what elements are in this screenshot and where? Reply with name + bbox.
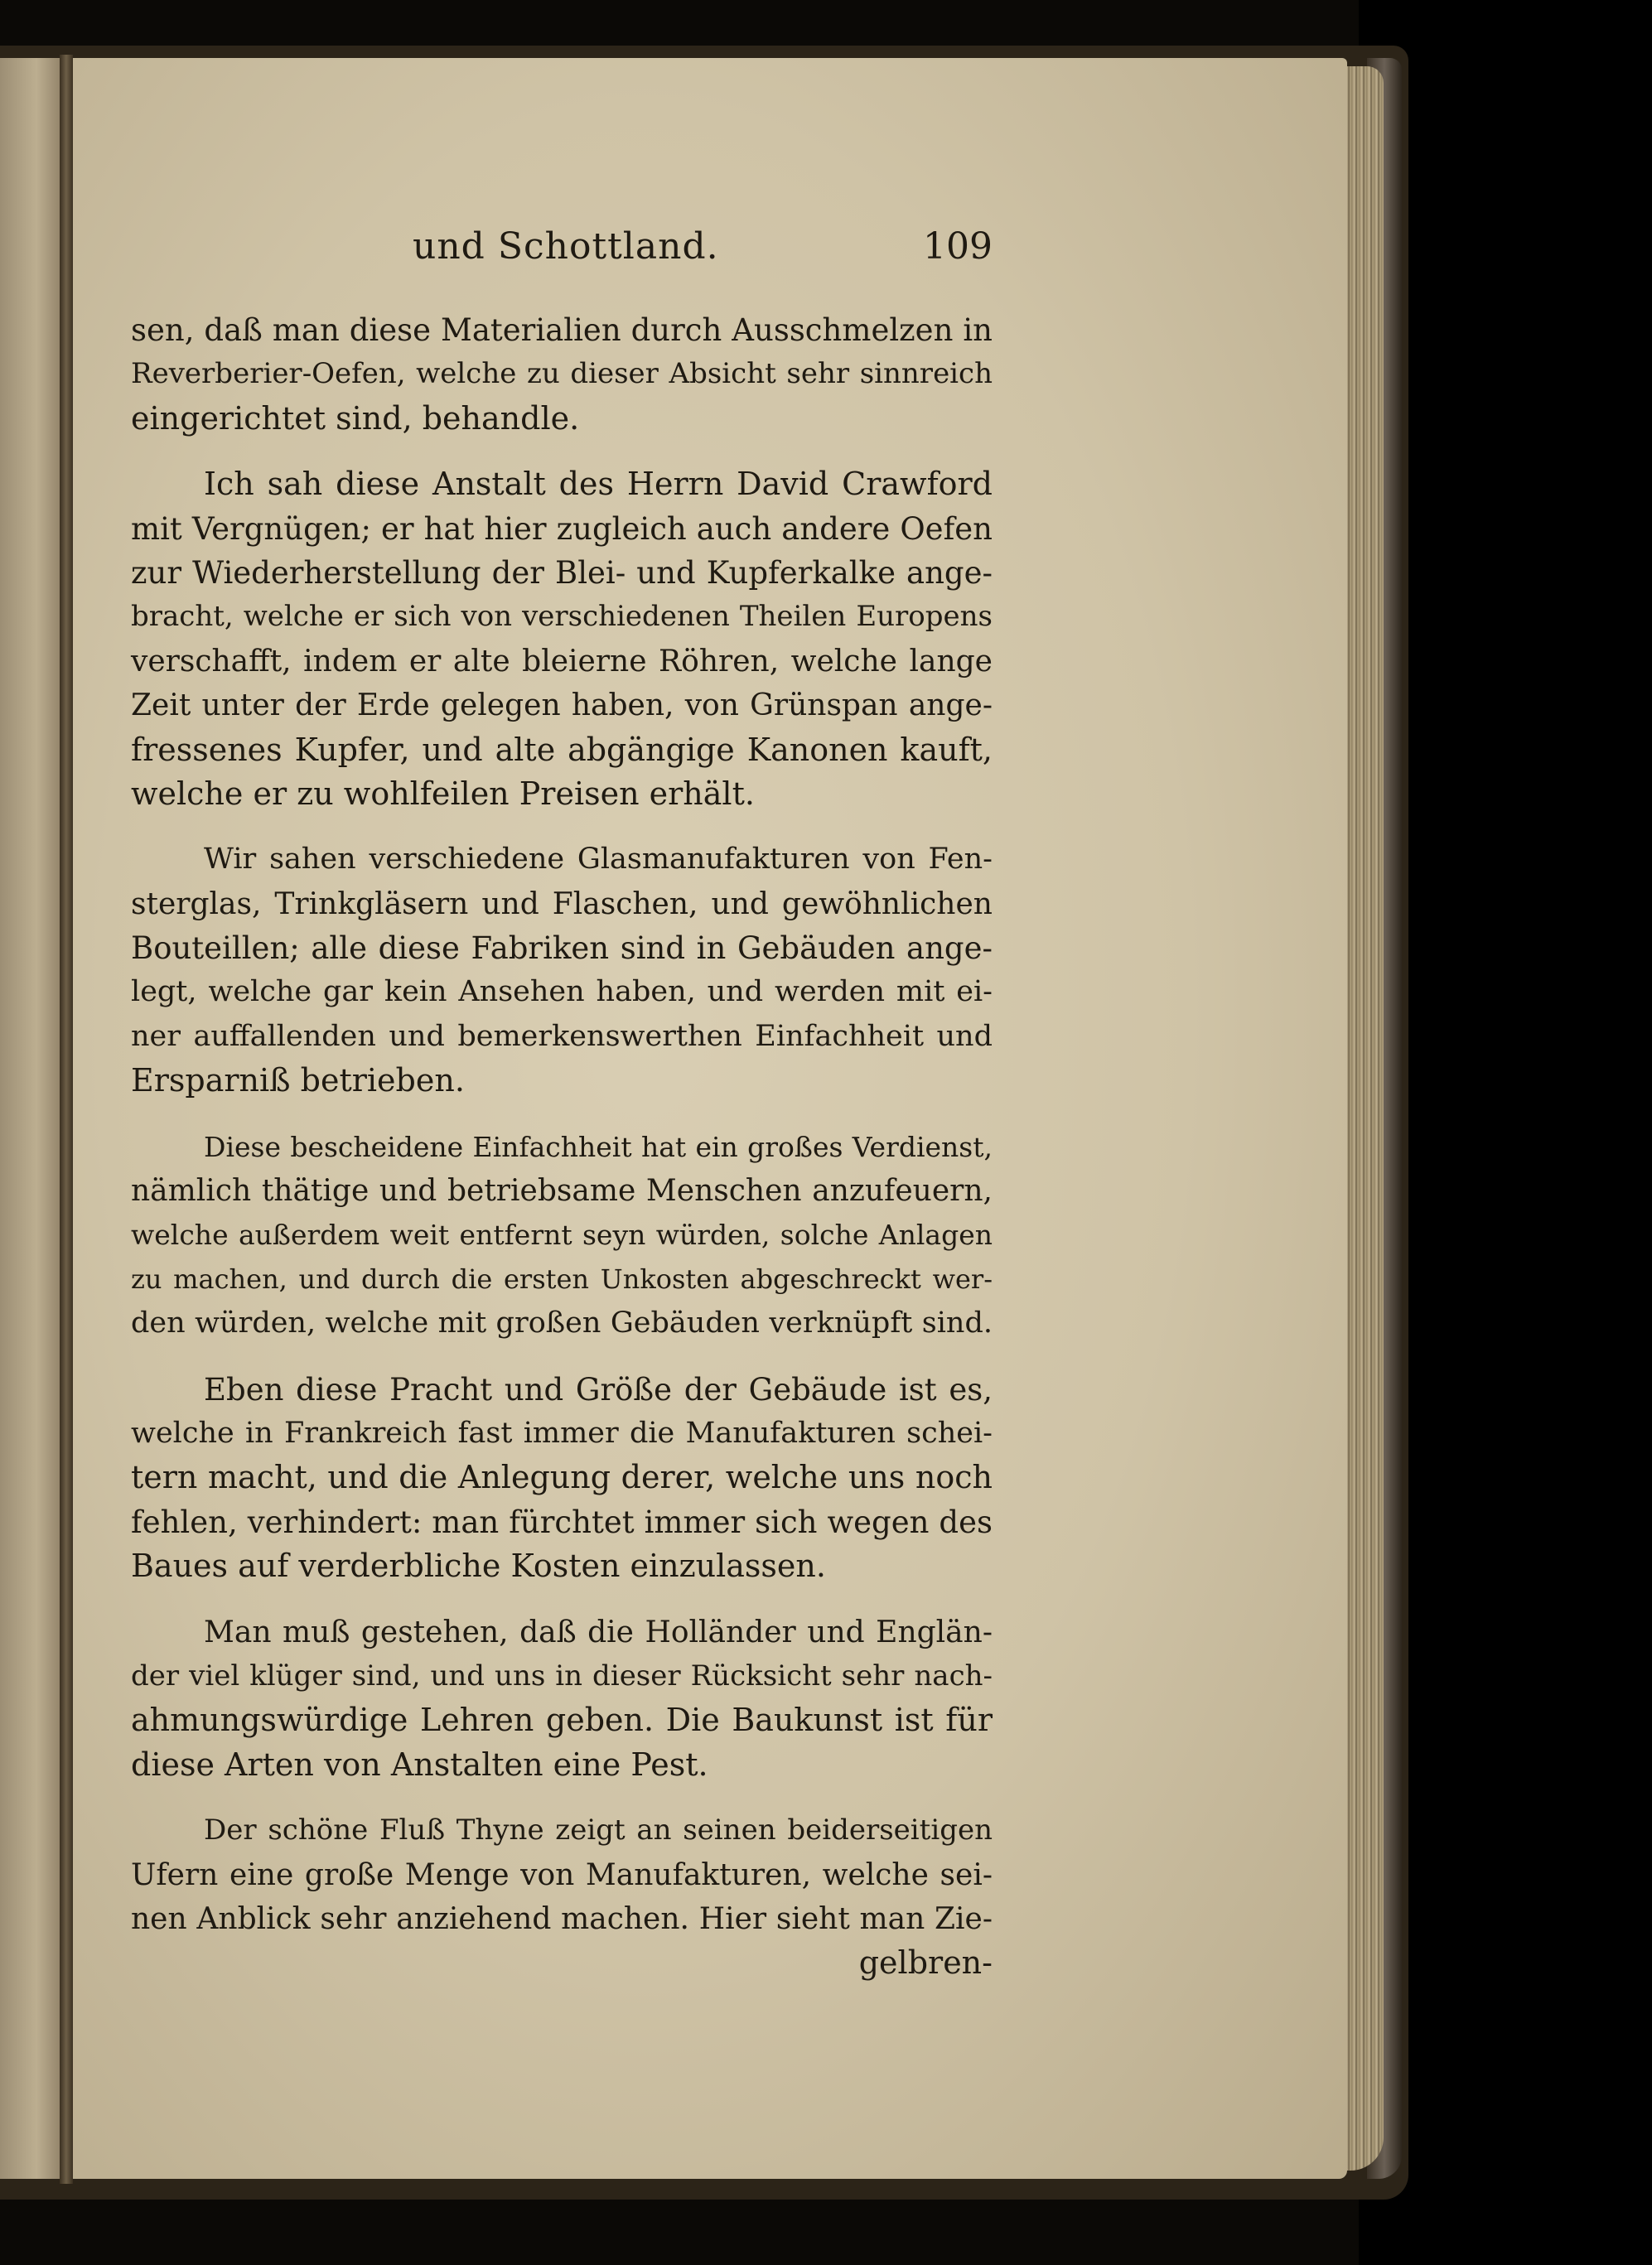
text-line: Eben diese Pracht und Größe der Gebäude ist es, bbox=[204, 1371, 993, 1408]
text-line: sterglas, Trinkgläsern und Flaschen, und gewöhnlichen bbox=[131, 886, 993, 921]
text-line: welche in Frankreich fast immer die Manufakturen schei- bbox=[131, 1416, 993, 1450]
text-line: ahmungswürdige Lehren geben. Die Baukunst ist für bbox=[131, 1702, 993, 1739]
text-line: legt, welche gar kein Ansehen haben, und werden mit ei- bbox=[131, 975, 993, 1009]
paragraph bbox=[131, 1125, 993, 1346]
running-head-title: und Schottland. bbox=[413, 225, 719, 268]
text-line: zu machen, und durch die ersten Unkosten abgeschreckt wer- bbox=[131, 1263, 993, 1295]
paragraph bbox=[131, 462, 993, 816]
text-line: Reverberier-Oefen, welche zu dieser Absicht sehr sinnreich bbox=[131, 357, 993, 391]
text-line: verschafft, indem er alte bleierne Röhren, welche lange bbox=[131, 644, 993, 679]
text-line: Diese bescheidene Einfachheit hat ein großes Verdienst, bbox=[204, 1130, 993, 1163]
text-line: welche er zu wohlfeilen Preisen erhält. bbox=[131, 775, 755, 812]
paragraph bbox=[131, 1611, 993, 1788]
text-line: den würden, welche mit großen Gebäuden verknüpft sind. bbox=[131, 1306, 993, 1340]
text-line: diese Arten von Anstalten eine Pest. bbox=[131, 1746, 708, 1783]
text-line: Ersparniß betrieben. bbox=[131, 1062, 465, 1099]
text-line: tern macht, und die Anlegung derer, welche uns noch bbox=[131, 1459, 993, 1496]
text-line: nen Anblick sehr anziehend machen. Hier sieht man Zie- bbox=[131, 1901, 993, 1936]
text-line: Der schöne Fluß Thyne zeigt an seinen beiderseitigen bbox=[204, 1813, 993, 1847]
text-line: Wir sahen verschiedene Glasmanufakturen von Fen- bbox=[204, 843, 993, 877]
gutter bbox=[60, 55, 73, 2184]
body-text bbox=[131, 308, 993, 1986]
text-line: Ufern eine große Menge von Manufakturen, welche sei- bbox=[131, 1857, 993, 1892]
text-line: der viel klüger sind, und uns in dieser Rücksicht sehr nach- bbox=[131, 1659, 993, 1693]
text-line: welche außerdem weit entfernt seyn würden, solche Anlagen bbox=[131, 1219, 993, 1252]
verso-page-edge bbox=[0, 58, 66, 2179]
text-line: nämlich thätige und betriebsame Menschen anzufeuern, bbox=[131, 1174, 993, 1209]
text-line: Baues auf verderbliche Kosten einzulassen. bbox=[131, 1548, 826, 1585]
catchword: gelbren- bbox=[858, 1944, 993, 1982]
text-line: fressenes Kupfer, und alte abgängige Kanonen kauft, bbox=[131, 731, 993, 768]
text-line: Bouteillen; alle diese Fabriken sind in Gebäuden ange- bbox=[131, 930, 993, 967]
text-line: sen, daß man diese Materialien durch Ausschmelzen in bbox=[131, 312, 993, 348]
text-line: zur Wiederherstellung der Blei- und Kupferkalke ange- bbox=[131, 554, 993, 591]
text-line: Man muß gestehen, daß die Holländer und Englän- bbox=[204, 1615, 993, 1649]
text-line: mit Vergnügen; er hat hier zugleich auch andere Oefen bbox=[131, 510, 993, 547]
paragraph bbox=[131, 1368, 993, 1589]
paragraph bbox=[131, 838, 993, 1103]
text-line: Zeit unter der Erde gelegen haben, von Grünspan ange- bbox=[131, 688, 993, 723]
paragraph bbox=[131, 1809, 993, 1941]
text-line: fehlen, verhindert: man fürchtet immer sich wegen des bbox=[131, 1504, 993, 1540]
text-line: eingerichtet sind, behandle. bbox=[131, 399, 580, 437]
text-line: Ich sah diese Anstalt des Herrn David Crawford bbox=[204, 466, 993, 503]
text-line: ner auffallenden und bemerkenswerthen Einfachheit und bbox=[131, 1019, 993, 1053]
page-number: 109 bbox=[923, 225, 993, 268]
running-head bbox=[131, 225, 993, 275]
text-line: bracht, welche er sich von verschiedenen Theilen Europens bbox=[131, 600, 993, 634]
paragraph bbox=[131, 308, 993, 441]
